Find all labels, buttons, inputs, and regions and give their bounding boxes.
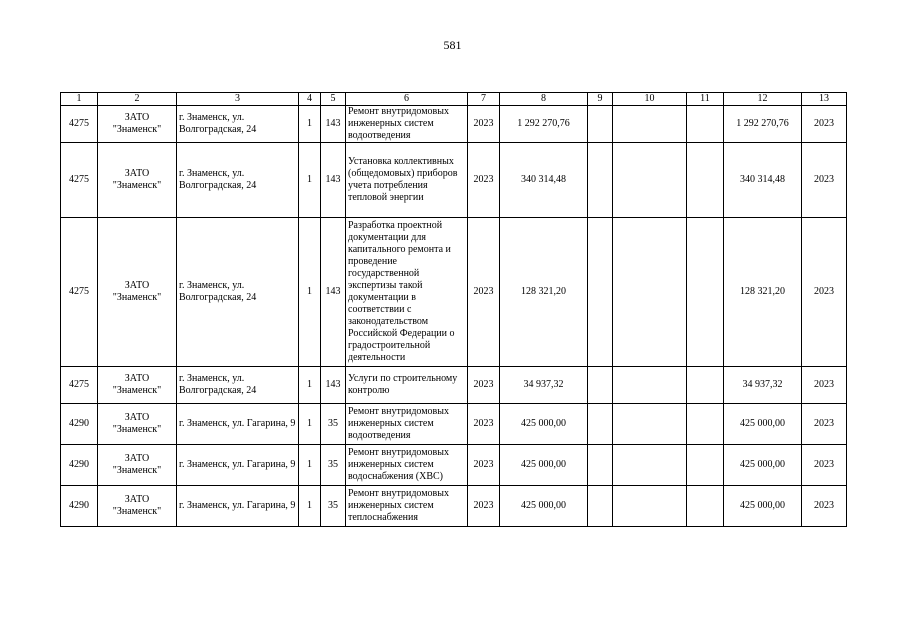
cell-col9 [588,486,613,527]
column-header: 9 [588,93,613,106]
cell-col10 [613,367,687,404]
cell-col5: 143 [321,143,346,218]
column-header: 4 [299,93,321,106]
column-header: 7 [468,93,500,106]
year-end-cell: 2023 [802,367,847,404]
cell-col10 [613,106,687,143]
year-cell: 2023 [468,445,500,486]
cell-col9 [588,106,613,143]
column-header: 1 [61,93,98,106]
amount-cell: 1 292 270,76 [500,106,588,143]
house-id-cell: 4275 [61,218,98,367]
amount-cell: 340 314,48 [500,143,588,218]
municipality-cell: ЗАТО "Знаменск" [98,404,177,445]
page-number: 581 [443,38,462,52]
year-cell: 2023 [468,404,500,445]
cell-col4: 1 [299,486,321,527]
column-header: 13 [802,93,847,106]
table-row [61,445,847,486]
cell-col11 [687,404,724,445]
municipality-cell: ЗАТО "Знаменск" [98,367,177,404]
house-id-cell: 4290 [61,486,98,527]
work-type-cell: Ремонт внутридомовых инженерных систем водоотведения [346,404,468,445]
year-end-cell: 2023 [802,486,847,527]
house-id-cell: 4290 [61,404,98,445]
amount-total-cell: 128 321,20 [724,218,802,367]
year-cell: 2023 [468,367,500,404]
column-header: 11 [687,93,724,106]
year-end-cell: 2023 [802,106,847,143]
column-header: 2 [98,93,177,106]
house-id-cell: 4275 [61,143,98,218]
municipality-cell: ЗАТО "Знаменск" [98,486,177,527]
cell-col5: 35 [321,445,346,486]
cell-col10 [613,143,687,218]
amount-total-cell: 425 000,00 [724,445,802,486]
register-table [60,92,847,527]
house-id-cell: 4275 [61,106,98,143]
column-header: 3 [177,93,299,106]
address-cell: г. Знаменск, ул. Гагарина, 9 [177,404,299,445]
cell-col10 [613,486,687,527]
house-id-cell: 4290 [61,445,98,486]
table-row [61,404,847,445]
amount-total-cell: 1 292 270,76 [724,106,802,143]
cell-col4: 1 [299,218,321,367]
table-row [61,367,847,404]
cell-col9 [588,404,613,445]
column-header: 6 [346,93,468,106]
municipality-cell: ЗАТО "Знаменск" [98,143,177,218]
cell-col11 [687,367,724,404]
year-cell: 2023 [468,143,500,218]
table-row [61,106,847,143]
address-cell: г. Знаменск, ул. Волгоградская, 24 [177,367,299,404]
cell-col4: 1 [299,143,321,218]
amount-cell: 425 000,00 [500,445,588,486]
work-type-cell: Ремонт внутридомовых инженерных систем теплоснабжения [346,486,468,527]
cell-col4: 1 [299,106,321,143]
work-type-cell: Установка коллективных (общедомовых) приборов учета потребления тепловой энергии [346,143,468,218]
cell-col11 [687,486,724,527]
year-cell: 2023 [468,486,500,527]
house-id-cell: 4275 [61,367,98,404]
year-cell: 2023 [468,218,500,367]
cell-col4: 1 [299,445,321,486]
cell-col9 [588,218,613,367]
cell-col11 [687,106,724,143]
cell-col5: 143 [321,218,346,367]
cell-col11 [687,218,724,367]
cell-col10 [613,404,687,445]
year-end-cell: 2023 [802,445,847,486]
cell-col4: 1 [299,367,321,404]
amount-cell: 128 321,20 [500,218,588,367]
amount-total-cell: 425 000,00 [724,486,802,527]
amount-total-cell: 340 314,48 [724,143,802,218]
work-type-cell: Разработка проектной документации для капитального ремонта и проведение государственной экспертизы такой документации в соответствии с законодательством Российской Федерации о градостроительной деятельности [346,218,468,367]
cell-col10 [613,445,687,486]
work-type-cell: Услуги по строительному контролю [346,367,468,404]
amount-total-cell: 34 937,32 [724,367,802,404]
work-type-cell: Ремонт внутридомовых инженерных систем водоотведения [346,106,468,143]
municipality-cell: ЗАТО "Знаменск" [98,218,177,367]
cell-col4: 1 [299,404,321,445]
municipality-cell: ЗАТО "Знаменск" [98,445,177,486]
column-header: 5 [321,93,346,106]
column-header: 10 [613,93,687,106]
cell-col11 [687,143,724,218]
column-number-row [61,93,847,106]
cell-col5: 143 [321,367,346,404]
cell-col11 [687,445,724,486]
address-cell: г. Знаменск, ул. Гагарина, 9 [177,445,299,486]
address-cell: г. Знаменск, ул. Гагарина, 9 [177,486,299,527]
table-row [61,218,847,367]
amount-total-cell: 425 000,00 [724,404,802,445]
cell-col9 [588,143,613,218]
year-end-cell: 2023 [802,143,847,218]
amount-cell: 425 000,00 [500,486,588,527]
table-row [61,486,847,527]
cell-col5: 35 [321,486,346,527]
cell-col9 [588,367,613,404]
address-cell: г. Знаменск, ул. Волгоградская, 24 [177,106,299,143]
cell-col10 [613,218,687,367]
amount-cell: 425 000,00 [500,404,588,445]
address-cell: г. Знаменск, ул. Волгоградская, 24 [177,218,299,367]
table-row [61,143,847,218]
work-type-cell: Ремонт внутридомовых инженерных систем водоснабжения (ХВС) [346,445,468,486]
amount-cell: 34 937,32 [500,367,588,404]
cell-col5: 143 [321,106,346,143]
year-end-cell: 2023 [802,218,847,367]
column-header: 8 [500,93,588,106]
cell-col9 [588,445,613,486]
column-header: 12 [724,93,802,106]
year-end-cell: 2023 [802,404,847,445]
year-cell: 2023 [468,106,500,143]
address-cell: г. Знаменск, ул. Волгоградская, 24 [177,143,299,218]
municipality-cell: ЗАТО "Знаменск" [98,106,177,143]
cell-col5: 35 [321,404,346,445]
